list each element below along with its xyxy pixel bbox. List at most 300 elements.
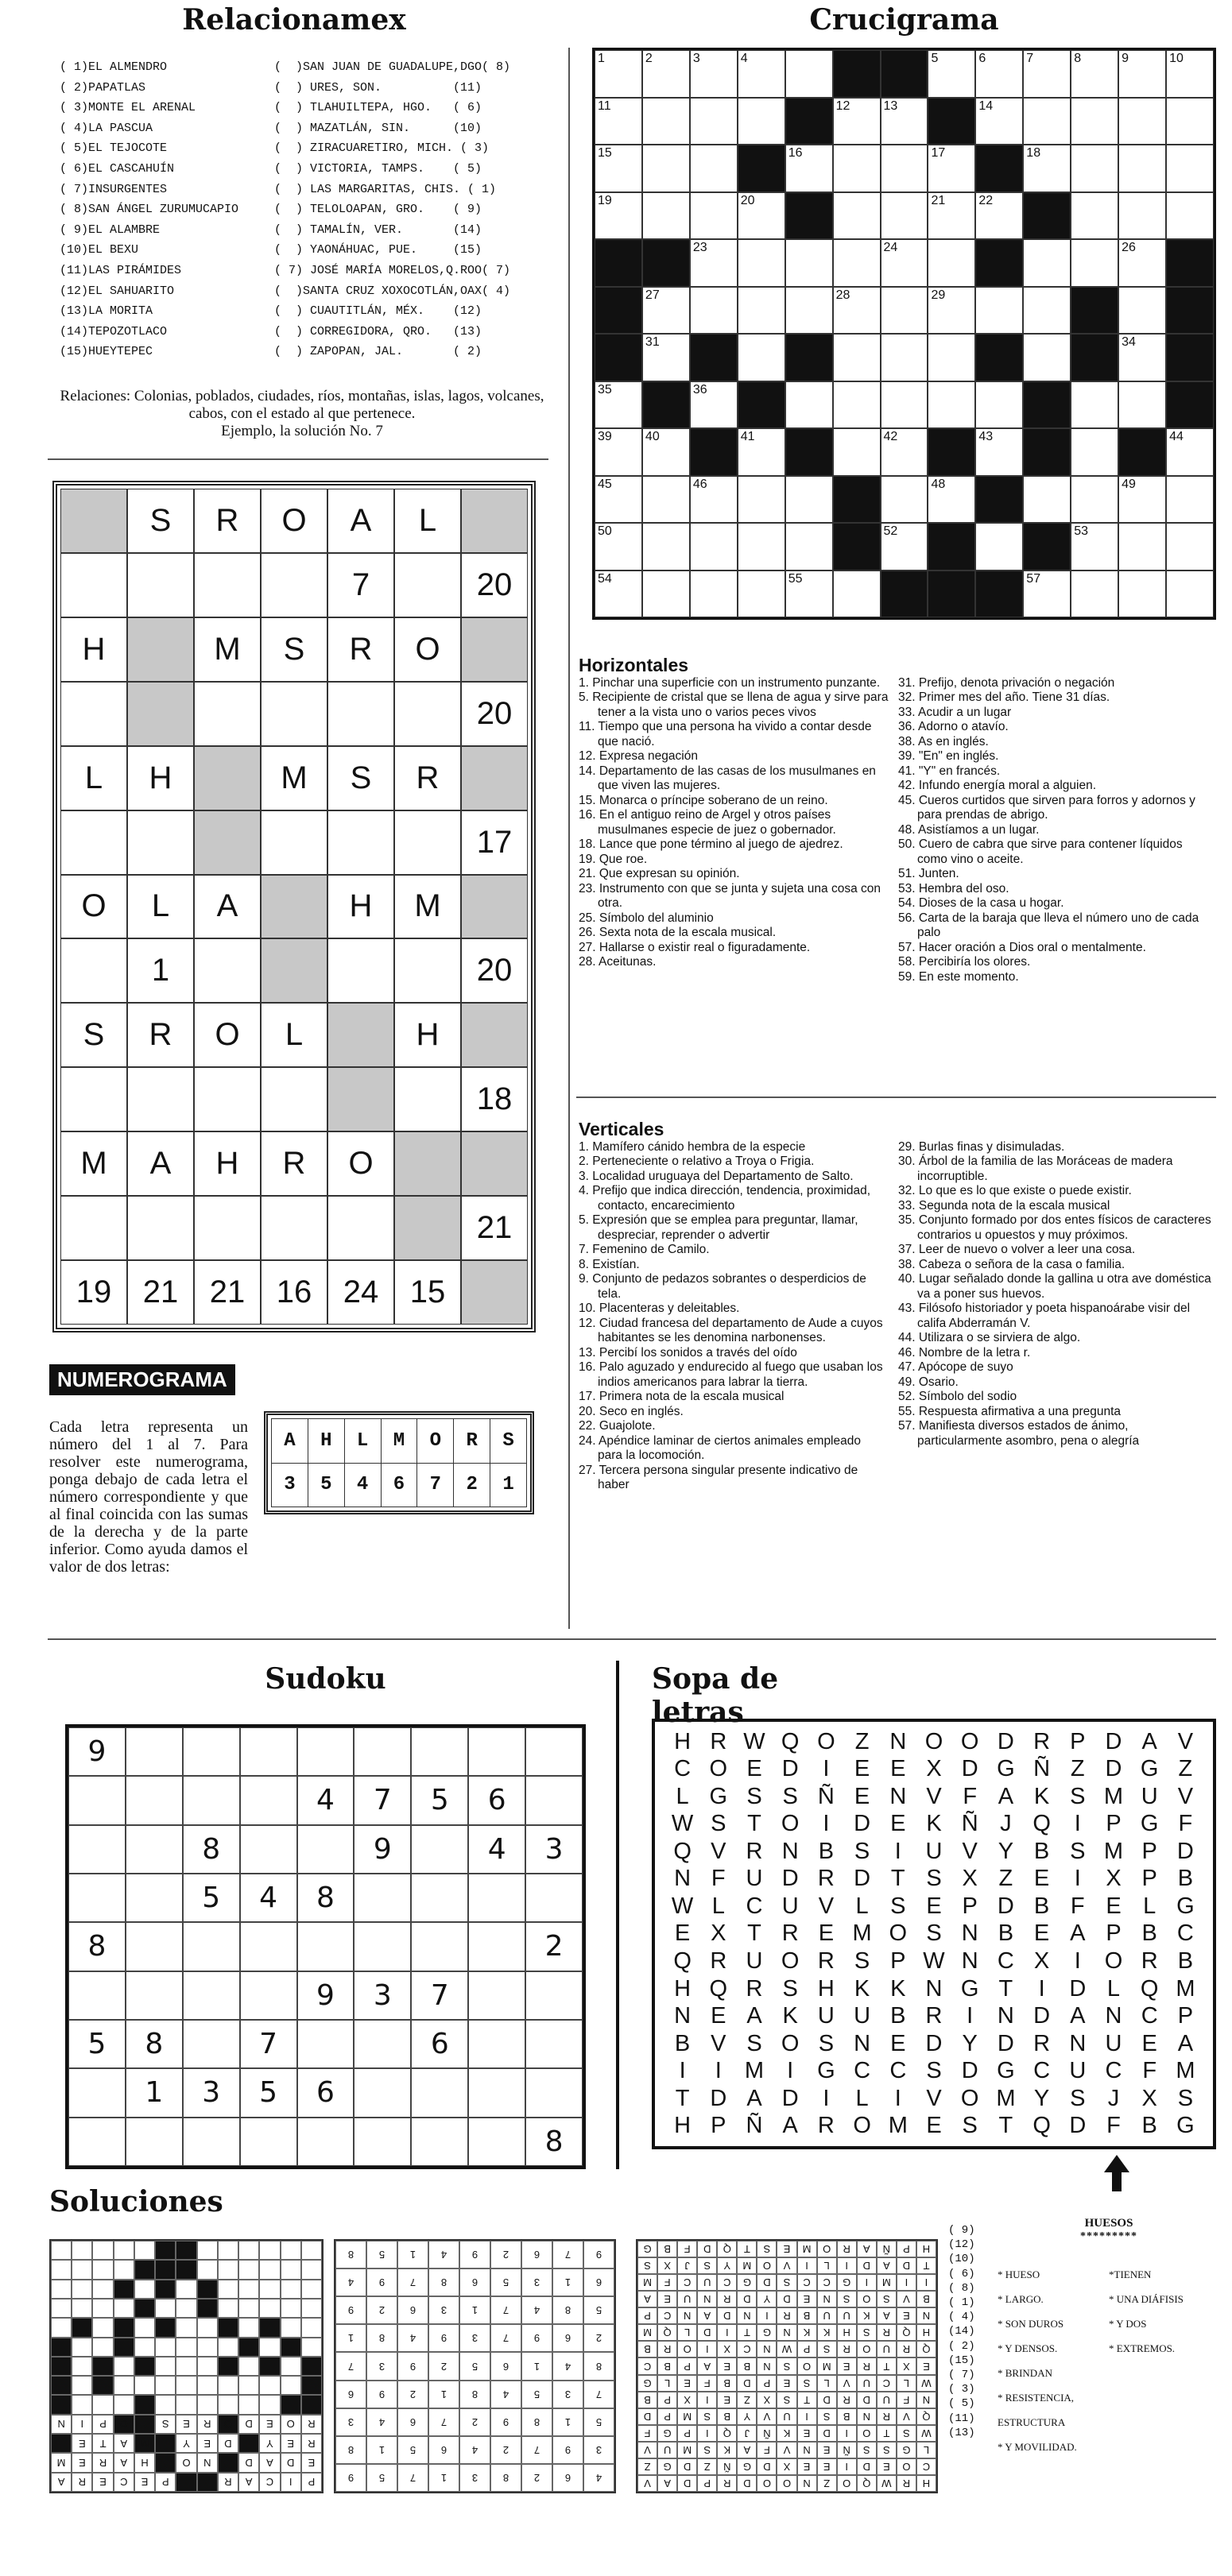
word-search-letter: B bbox=[998, 1920, 1014, 1947]
relacionamex-item: ( 5)EL TEJOCOTE bbox=[60, 141, 168, 156]
solution-word-search-letter: R bbox=[857, 2357, 877, 2374]
solution-crossword-cell bbox=[238, 2318, 259, 2337]
crossword-cell bbox=[1023, 192, 1071, 240]
relacionamex-match: ( ) VICTORIA, TAMPS. ( 5) bbox=[274, 161, 482, 176]
solution-word-search-letter: A bbox=[877, 2257, 897, 2274]
relacionamex-item: (11)LAS PIRÁMIDES bbox=[60, 263, 182, 277]
crossword-cell bbox=[595, 334, 642, 381]
crossword-cell bbox=[738, 476, 785, 524]
word-search-letter: U bbox=[746, 1866, 763, 1892]
word-search-letter: W bbox=[743, 1728, 765, 1754]
sudoku-cell bbox=[126, 1922, 183, 1971]
word-search-letter: S bbox=[746, 1783, 762, 1809]
solution-crossword-cell bbox=[155, 2241, 176, 2260]
solution-word-search-letter: H bbox=[916, 2241, 936, 2257]
word-search-letter: L bbox=[711, 1893, 725, 1919]
solution-crossword-cell bbox=[259, 2299, 280, 2318]
clue: 12. Ciudad francesa del departamento de Aude a cuyos habitantes se les denomina narbonenses. bbox=[579, 1316, 883, 1344]
solution-crossword-cell: A bbox=[114, 2434, 134, 2453]
crossword-cell bbox=[928, 50, 975, 98]
numerograma-cell: A bbox=[194, 875, 261, 939]
relacionamex-list bbox=[60, 57, 552, 362]
solution-sudoku-cell: 7 bbox=[490, 2296, 521, 2324]
crossword-cell bbox=[1023, 239, 1071, 287]
solution-word-search-letter: D bbox=[717, 2307, 737, 2324]
solution-word-search-letter: K bbox=[717, 2442, 737, 2458]
relacionamex-item: ( 6)EL CASCAHUÍN bbox=[60, 161, 175, 176]
crossword-grid bbox=[592, 48, 1216, 620]
solution-crossword-cell bbox=[92, 2357, 113, 2376]
solution-word-search-letter: X bbox=[677, 2392, 697, 2408]
crossword-cell bbox=[595, 98, 642, 145]
relacionamex-row bbox=[60, 281, 552, 302]
word-search-letter: I bbox=[715, 2058, 722, 2084]
word-search-letter: A bbox=[746, 2085, 762, 2111]
word-search-letter: M bbox=[1176, 2058, 1195, 2084]
clue: 48. Asistíamos a un lugar. bbox=[898, 822, 1040, 837]
word-search-letter: R bbox=[1033, 2030, 1051, 2056]
crossword-cell bbox=[642, 381, 690, 429]
crossword-cell bbox=[833, 287, 881, 335]
huesos-word: * EXTREMOS. bbox=[1109, 2342, 1176, 2354]
solution-sudoku-cell: 9 bbox=[552, 2436, 583, 2464]
solution-word-search-letter: R bbox=[837, 2241, 857, 2257]
word-search-letter: O bbox=[817, 1728, 835, 1754]
clue: 20. Seco en inglés. bbox=[579, 1404, 684, 1418]
clue: 22. Guajolote. bbox=[579, 1419, 656, 1433]
word-search-letter: N bbox=[961, 1948, 978, 1975]
word-search-letter: E bbox=[854, 1756, 870, 1782]
relacionamex-match: ( ) MAZATLÁN, SIN. (10) bbox=[274, 121, 482, 135]
solution-crossword-cell bbox=[51, 2299, 72, 2318]
crossword-cell bbox=[1166, 334, 1214, 381]
solution-crossword-cell bbox=[114, 2318, 134, 2337]
numerograma-cell: S bbox=[60, 1003, 127, 1067]
solution-word-search-letter: I bbox=[897, 2274, 916, 2291]
solution-relacionamex-item: ( 3) bbox=[948, 2383, 975, 2396]
word-search-letter: D bbox=[710, 2085, 727, 2111]
clue: 10. Placenteras y deleitables. bbox=[579, 1302, 740, 1315]
solution-word-search-letter: P bbox=[657, 2392, 677, 2408]
crossword-number: 2 bbox=[645, 52, 653, 65]
solution-sudoku-cell: 6 bbox=[552, 2464, 583, 2492]
relacionamex-match: ( ) CUAUTITLÁN, MÉX. (12) bbox=[274, 304, 482, 319]
solution-word-search-letter: R bbox=[717, 2291, 737, 2307]
solution-crossword-cell bbox=[238, 2357, 259, 2376]
word-search-letter: I bbox=[894, 2085, 901, 2111]
numerograma-cell bbox=[194, 682, 261, 746]
sudoku-cell: 7 bbox=[354, 1776, 411, 1824]
crossword-cell bbox=[690, 523, 738, 571]
solution-crossword-cell: T bbox=[92, 2434, 113, 2453]
numerograma-cell: O bbox=[194, 1003, 261, 1067]
solution-crossword-cell bbox=[281, 2318, 301, 2337]
solution-word-search-letter: O bbox=[757, 2257, 777, 2274]
sudoku-cell bbox=[68, 2118, 126, 2166]
word-search-letter: R bbox=[1141, 1948, 1158, 1975]
crossword-cell bbox=[642, 571, 690, 618]
solution-relacionamex-item: ( 9) bbox=[948, 2224, 975, 2237]
crossword-number: 42 bbox=[883, 430, 898, 443]
numerograma-cell: H bbox=[327, 875, 394, 939]
word-search-letter: R bbox=[925, 2003, 943, 2029]
solution-word-search-letter: L bbox=[817, 2375, 837, 2392]
word-search-letter: P bbox=[1106, 1811, 1122, 1837]
word-search-letter: I bbox=[823, 2085, 830, 2111]
solution-sudoku-cell: 9 bbox=[521, 2324, 552, 2352]
sudoku-cell: 3 bbox=[183, 2068, 240, 2117]
sudoku-cell bbox=[183, 1776, 240, 1824]
sudoku-cell bbox=[354, 1922, 411, 1971]
solution-crossword-cell bbox=[92, 2241, 113, 2260]
word-search-letter: C bbox=[1105, 2058, 1122, 2084]
clue: 27. Tercera persona singular presente indicativo de haber bbox=[579, 1463, 858, 1491]
solution-word-search-letter: N bbox=[797, 2475, 817, 2492]
solution-word-search-letter: B bbox=[717, 2408, 737, 2425]
crossword-cell bbox=[1071, 334, 1118, 381]
word-search-letter: Z bbox=[854, 1728, 870, 1754]
crossword-cell bbox=[595, 145, 642, 192]
solution-crossword-cell bbox=[92, 2395, 113, 2414]
word-search-letter: H bbox=[674, 2113, 692, 2139]
crossword-cell bbox=[1023, 334, 1071, 381]
solution-sudoku-cell: 1 bbox=[428, 2464, 459, 2492]
solution-crossword-cell bbox=[155, 2299, 176, 2318]
relacionamex-item: (10)EL BEXU bbox=[60, 243, 139, 257]
crossword-cell bbox=[738, 145, 785, 192]
solution-word-search-letter: R bbox=[837, 2392, 857, 2408]
crossword-cell bbox=[881, 523, 928, 571]
crossword-cell bbox=[881, 98, 928, 145]
sudoku-cell bbox=[468, 2020, 525, 2068]
word-search-letter: N bbox=[889, 1728, 907, 1754]
crossword-cell bbox=[928, 523, 975, 571]
crossword-cell bbox=[738, 334, 785, 381]
solution-word-search-letter: D bbox=[697, 2324, 717, 2341]
solution-crossword-cell bbox=[197, 2338, 218, 2357]
word-search-letter: X bbox=[926, 1756, 942, 1782]
solution-word-search-letter: I bbox=[837, 2425, 857, 2442]
solution-crossword-cell bbox=[72, 2260, 92, 2279]
solution-crossword-cell bbox=[259, 2395, 280, 2414]
solution-word-search-letter: X bbox=[717, 2341, 737, 2357]
crossword-number: 36 bbox=[692, 382, 707, 396]
solution-crossword-cell: A bbox=[114, 2453, 134, 2472]
solution-sudoku-cell: 6 bbox=[428, 2436, 459, 2464]
crossword-cell bbox=[1118, 50, 1166, 98]
solution-sudoku-cell: 2 bbox=[583, 2324, 614, 2352]
relacionamex-item: ( 2)PAPATLAS bbox=[60, 80, 146, 95]
relacionamex-match: ( ) CORREGIDORA, QRO. (13) bbox=[274, 324, 482, 338]
crossword-number: 7 bbox=[1026, 52, 1034, 65]
sudoku-cell bbox=[411, 1922, 468, 1971]
solution-relacionamex-item: ( 8) bbox=[948, 2281, 975, 2295]
word-search-letter: H bbox=[817, 1975, 835, 2002]
word-search-letter: J bbox=[1000, 1811, 1012, 1837]
solution-word-search-letter: M bbox=[817, 2357, 837, 2374]
crossword-cell bbox=[881, 287, 928, 335]
solution-sudoku-cell: 6 bbox=[521, 2241, 552, 2269]
solution-word-search-letter: F bbox=[677, 2241, 697, 2257]
solution-sudoku-cell: 5 bbox=[583, 2408, 614, 2436]
numerograma-cell bbox=[261, 875, 327, 939]
relacionamex-instructions: Relaciones: Colonias, poblados, ciudades, ríos, montañas, islas, lagos, volcanes, cabos, con el estado al que pertenece. bbox=[60, 388, 544, 422]
numerograma-cell: 17 bbox=[461, 810, 528, 875]
crossword-cell bbox=[595, 476, 642, 524]
clue: 53. Hembra del oso. bbox=[898, 881, 1009, 895]
crossword-cell bbox=[785, 381, 833, 429]
crossword-number: 28 bbox=[835, 288, 850, 302]
sudoku-cell bbox=[126, 2118, 183, 2166]
solution-crossword-cell bbox=[197, 2376, 218, 2395]
sudoku-cell: 5 bbox=[240, 2068, 297, 2117]
sudoku-cell: 8 bbox=[297, 1874, 354, 1922]
crossword-cell bbox=[881, 476, 928, 524]
crossword-number: 35 bbox=[598, 382, 612, 396]
word-search-letter: S bbox=[1070, 1783, 1086, 1809]
relacionamex-match: ( 7) JOSÉ MARÍA MORELOS,Q.ROO( 7) bbox=[274, 263, 511, 277]
solution-crossword-cell bbox=[301, 2260, 322, 2279]
crossword-cell bbox=[928, 239, 975, 287]
huesos-word: * UNA DIÁFISIS bbox=[1109, 2293, 1184, 2305]
solution-crossword-cell bbox=[51, 2434, 72, 2453]
solution-crossword-cell: R bbox=[92, 2453, 113, 2472]
solution-word-search-letter: B bbox=[717, 2375, 737, 2392]
solution-crossword-cell: D bbox=[238, 2453, 259, 2472]
key-value: 1 bbox=[490, 1463, 527, 1507]
solution-word-search-letter: S bbox=[697, 2442, 717, 2458]
numerograma-cell bbox=[194, 553, 261, 617]
solution-word-search-letter: P bbox=[697, 2475, 717, 2492]
sudoku-cell bbox=[411, 1874, 468, 1922]
crossword-cell bbox=[1023, 381, 1071, 429]
solution-word-search-letter: A bbox=[657, 2475, 677, 2492]
solution-sudoku-cell: 9 bbox=[366, 2269, 397, 2296]
solution-word-search-letter: G bbox=[637, 2241, 657, 2257]
clue: 31. Prefijo, denota privación o negación bbox=[898, 675, 1115, 690]
word-search-letter: G bbox=[1140, 1756, 1159, 1782]
clue: 55. Respuesta afirmativa a una pregunta bbox=[898, 1404, 1122, 1418]
solution-crossword-cell bbox=[176, 2376, 196, 2395]
clue: 14. Departamento de las casas de los musulmanes en que viven las mujeres. bbox=[579, 764, 876, 792]
relacionamex-match: ( ) YAONÁHUAC, PUE. (15) bbox=[274, 243, 482, 257]
solution-sudoku-cell: 8 bbox=[552, 2296, 583, 2324]
word-search-letter: N bbox=[997, 2003, 1014, 2029]
sudoku-cell bbox=[240, 1776, 297, 1824]
solution-crossword-cell bbox=[218, 2241, 238, 2260]
relacionamex-match: ( )SANTA CRUZ XOXOCOTLÁN,OAX( 4) bbox=[274, 284, 511, 298]
solution-crossword-cell bbox=[92, 2299, 113, 2318]
word-search-letter: V bbox=[962, 1838, 978, 1864]
sudoku-cell bbox=[525, 2068, 583, 2117]
relacionamex-match: ( ) TAMALÍN, VER. (14) bbox=[274, 222, 482, 237]
solution-word-search-letter: V bbox=[777, 2257, 796, 2274]
crossword-cell bbox=[1023, 145, 1071, 192]
clue: 16. Palo aguzado y endurecido al fuego que usaban los indios americanos para labrar la tierra. bbox=[579, 1360, 883, 1389]
solution-crossword-cell bbox=[51, 2338, 72, 2357]
numerograma-cell: M bbox=[60, 1131, 127, 1196]
word-search-letter: F bbox=[711, 1866, 726, 1892]
solution-crossword-cell bbox=[155, 2260, 176, 2279]
solution-word-search-letter: N bbox=[857, 2408, 877, 2425]
relacionamex-row bbox=[60, 240, 552, 261]
crossword-number: 57 bbox=[1026, 571, 1041, 586]
solution-crossword-cell bbox=[238, 2299, 259, 2318]
word-search-letter: F bbox=[1142, 2058, 1157, 2084]
solution-word-search-letter: P bbox=[657, 2408, 677, 2425]
solution-crossword-cell bbox=[114, 2338, 134, 2357]
solution-word-search-letter: Q bbox=[657, 2324, 677, 2341]
solution-word-search-letter: E bbox=[797, 2458, 817, 2475]
word-search-letter: M bbox=[996, 2085, 1016, 2111]
solution-word-search-letter: W bbox=[916, 2425, 936, 2442]
solution-word-search-letter: Q bbox=[717, 2241, 737, 2257]
huesos-stars: ********* bbox=[1080, 2230, 1137, 2242]
solution-crossword-cell bbox=[197, 2357, 218, 2376]
crossword-cell bbox=[928, 476, 975, 524]
solution-sudoku-cell: 6 bbox=[397, 2296, 428, 2324]
crossword-cell bbox=[595, 571, 642, 618]
huesos-word: * BRINDAN bbox=[998, 2367, 1052, 2379]
numerograma-cell: O bbox=[327, 1131, 394, 1196]
key-value: 4 bbox=[344, 1463, 381, 1507]
solution-crossword-cell bbox=[51, 2260, 72, 2279]
sudoku-cell bbox=[183, 1727, 240, 1776]
crossword-cell bbox=[1118, 192, 1166, 240]
solution-word-search-letter: I bbox=[757, 2307, 777, 2324]
clue: 32. Primer mes del año. Tiene 31 días. bbox=[898, 690, 1110, 704]
solution-crossword-cell bbox=[259, 2260, 280, 2279]
word-search-letter: C bbox=[1033, 2058, 1051, 2084]
solution-word-search-letter: U bbox=[777, 2408, 796, 2425]
sudoku-cell bbox=[297, 2020, 354, 2068]
solution-crossword-cell: E bbox=[259, 2415, 280, 2434]
solution-crossword-cell bbox=[259, 2357, 280, 2376]
solution-word-search-letter: E bbox=[777, 2241, 796, 2257]
numerograma-cell: H bbox=[127, 746, 194, 810]
crossword-cell bbox=[785, 428, 833, 476]
crossword-cell bbox=[1166, 145, 1214, 192]
numerograma-cell bbox=[327, 1196, 394, 1260]
solution-word-search-letter: A bbox=[877, 2307, 897, 2324]
solution-crossword-cell bbox=[176, 2260, 196, 2279]
solution-crossword-cell: C bbox=[114, 2473, 134, 2492]
solution-word-search-letter: C bbox=[817, 2274, 837, 2291]
solution-word-search-letter: E bbox=[717, 2357, 737, 2374]
word-search-letter: E bbox=[926, 2113, 942, 2139]
crossword-cell bbox=[1071, 50, 1118, 98]
solution-sudoku-cell: 5 bbox=[366, 2241, 397, 2269]
solution-sudoku-cell: 9 bbox=[335, 2464, 366, 2492]
solution-word-search-letter: V bbox=[637, 2475, 657, 2492]
word-search-letter: B bbox=[818, 1838, 835, 1864]
solution-word-search-letter: K bbox=[817, 2324, 837, 2341]
crossword-cell bbox=[595, 523, 642, 571]
solution-word-search-letter: Z bbox=[817, 2475, 837, 2492]
sudoku-cell bbox=[126, 1825, 183, 1874]
sudoku-cell: 4 bbox=[468, 1825, 525, 1874]
word-search-letter: B bbox=[1033, 1838, 1050, 1864]
solution-sudoku-cell: 3 bbox=[521, 2269, 552, 2296]
clue: 30. Árbol de la familia de las Moráceas de madera incorruptible. bbox=[898, 1155, 1173, 1183]
crossword-cell bbox=[833, 571, 881, 618]
solution-word-search-letter: C bbox=[916, 2458, 936, 2475]
word-search-letter: O bbox=[853, 2113, 871, 2139]
crossword-number: 48 bbox=[931, 477, 946, 491]
crossword-number: 1 bbox=[598, 52, 605, 65]
solution-word-search-letter: S bbox=[857, 2442, 877, 2458]
solution-relacionamex-item: (13) bbox=[948, 2426, 975, 2439]
crossword-cell bbox=[785, 523, 833, 571]
numerograma-cell: O bbox=[261, 489, 327, 553]
solution-crossword-cell: Y bbox=[259, 2434, 280, 2453]
solution-sudoku-cell: 2 bbox=[459, 2408, 490, 2436]
solution-word-search-letter: F bbox=[757, 2442, 777, 2458]
crossword-cell bbox=[975, 287, 1023, 335]
numerograma-label: NUMEROGRAMA bbox=[49, 1364, 235, 1395]
key-value: 5 bbox=[308, 1463, 344, 1507]
solution-sudoku-cell: 8 bbox=[459, 2381, 490, 2408]
solution-word-search-letter: D bbox=[697, 2241, 717, 2257]
clue: 32. Lo que es lo que existe o puede existir. bbox=[898, 1184, 1132, 1197]
sudoku-cell bbox=[411, 2118, 468, 2166]
numerograma-cell: R bbox=[327, 617, 394, 682]
solution-crossword-cell: D bbox=[281, 2453, 301, 2472]
numerograma-cell: A bbox=[327, 489, 394, 553]
solution-crossword-cell: R bbox=[218, 2473, 238, 2492]
numerograma-cell: L bbox=[394, 489, 461, 553]
numerograma-cell bbox=[127, 617, 194, 682]
crossword-cell bbox=[642, 98, 690, 145]
clue: 43. Filósofo historiador y poeta hispanoárabe visir del califa Abderramán V. bbox=[898, 1302, 1191, 1330]
clue: 21. Que expresan su opinión. bbox=[579, 867, 740, 880]
sudoku-cell bbox=[183, 1971, 240, 2020]
solution-word-search-letter: G bbox=[837, 2274, 857, 2291]
solution-sudoku-cell: 9 bbox=[490, 2408, 521, 2436]
solution-crossword-cell bbox=[92, 2260, 113, 2279]
solution-word-search-letter: V bbox=[637, 2442, 657, 2458]
word-search-letter: L bbox=[855, 1893, 869, 1919]
crossword-cell bbox=[1118, 571, 1166, 618]
crossword-cell bbox=[642, 192, 690, 240]
solution-sudoku-cell: 4 bbox=[428, 2241, 459, 2269]
solution-crossword-cell bbox=[134, 2395, 155, 2414]
solution-word-search-letter: E bbox=[837, 2357, 857, 2374]
numerograma-cell bbox=[327, 810, 394, 875]
solution-crossword-cell bbox=[197, 2318, 218, 2337]
solution-word-search-letter: T bbox=[737, 2241, 757, 2257]
crossword-cell bbox=[642, 428, 690, 476]
solution-crossword-cell: R bbox=[301, 2434, 322, 2453]
crossword-cell bbox=[642, 287, 690, 335]
word-search-letter: N bbox=[925, 1975, 943, 2002]
solution-word-search-letter: X bbox=[757, 2392, 777, 2408]
solution-crossword-cell bbox=[301, 2280, 322, 2299]
solution-relacionamex-item: ( 6) bbox=[948, 2267, 975, 2280]
solution-word-search-letter: D bbox=[857, 2392, 877, 2408]
solution-crossword-cell bbox=[134, 2357, 155, 2376]
word-search-letter: F bbox=[1106, 2113, 1121, 2139]
solution-sudoku-cell: 2 bbox=[490, 2241, 521, 2269]
solution-word-search-letter: D bbox=[737, 2375, 757, 2392]
sudoku-cell bbox=[240, 2118, 297, 2166]
solution-word-search-letter: I bbox=[837, 2458, 857, 2475]
solution-sudoku-cell: 5 bbox=[459, 2352, 490, 2380]
sudoku-cell bbox=[297, 1825, 354, 1874]
word-search-letter: P bbox=[1106, 1920, 1122, 1947]
crossword-number: 10 bbox=[1169, 52, 1184, 65]
word-search-letter: Ñ bbox=[746, 2113, 763, 2139]
